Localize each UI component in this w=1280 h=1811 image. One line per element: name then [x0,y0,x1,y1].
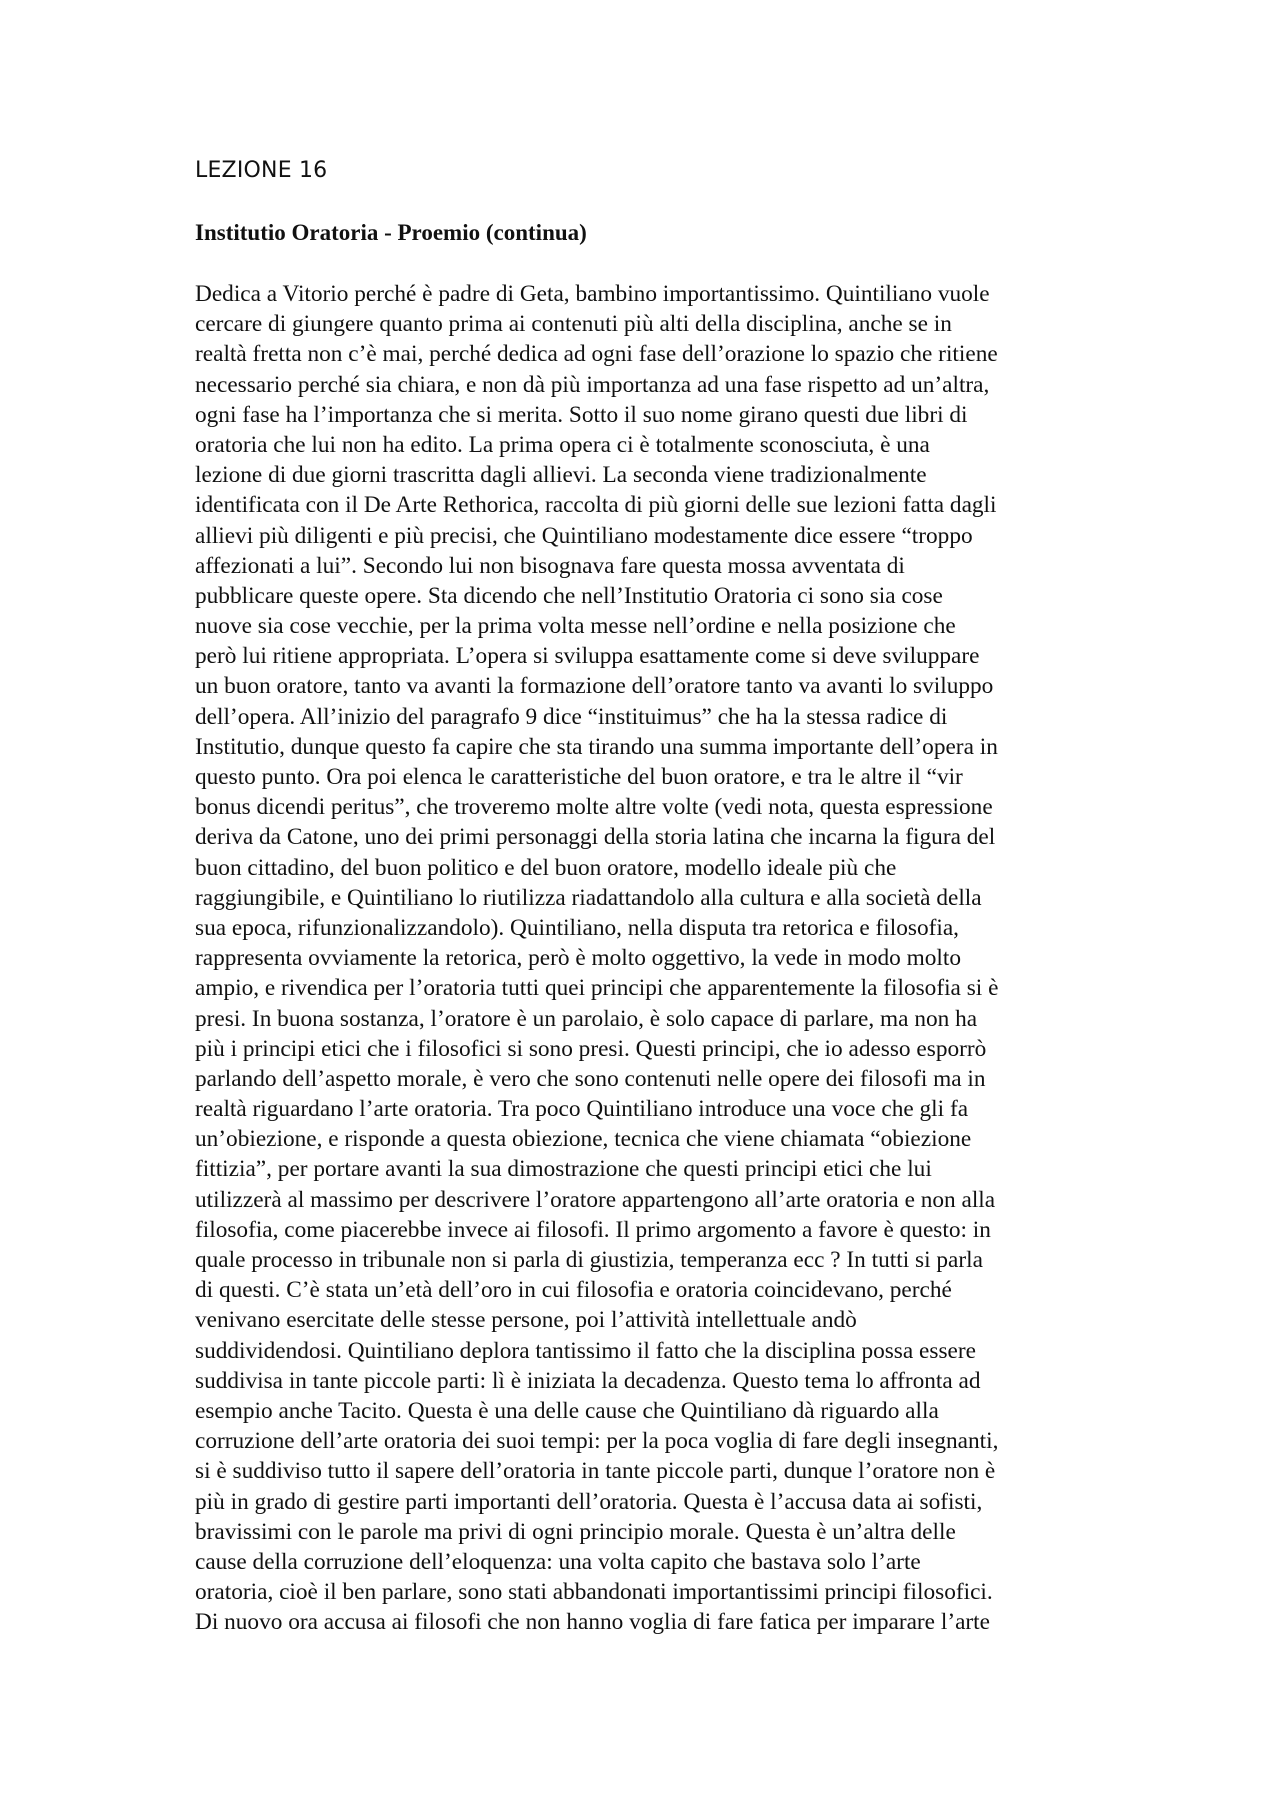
paragraph-line: suddividendosi. Quintiliano deplora tantissimo il fatto che la disciplina possa essere [195,1337,976,1364]
paragraph-line: questo punto. Ora poi elenca le caratteristiche del buon oratore, e tra le altre il “vir [195,764,963,790]
paragraph-line: raggiungibile, e Quintiliano lo riutilizza riadattandolo alla cultura e alla società della [195,884,982,911]
paragraph-line: realtà fretta non c’è mai, perché dedica ad ogni fase dell’orazione lo spazio che ritiene [195,341,998,368]
lesson-heading: LEZIONE 16 [195,158,328,183]
paragraph-line: bravissimi con le parole ma privi di ogni principio morale. Questa è un’altra delle [195,1518,956,1545]
paragraph-line: più in grado di gestire parti importanti dell’oratoria. Questa è l’accusa data ai sofisti, [195,1488,983,1515]
body-paragraph [195,279,1095,1637]
paragraph-line: suddivisa in tante piccole parti: lì è iniziata la decadenza. Questo tema lo affronta ad [195,1367,981,1394]
paragraph-line: ampio, e rivendica per l’oratoria tutti quei principi che apparentemente la filosofia si è [195,975,999,1002]
paragraph-line: identificata con il De Arte Rethorica, raccolta di più giorni delle sue lezioni fatta dagli [195,492,997,519]
paragraph-line: corruzione dell’arte oratoria dei suoi tempi: per la poca voglia di fare degli insegnanti, [195,1428,999,1455]
paragraph-line: esempio anche Tacito. Questa è una delle cause che Quintiliano dà riguardo alla [195,1397,939,1424]
paragraph-line: si è suddiviso tutto il sapere dell’oratoria in tante piccole parti, dunque l’oratore non è [195,1458,996,1485]
paragraph-line: sua epoca, rifunzionalizzandolo). Quintiliano, nella disputa tra retorica e filosofia, [195,914,959,941]
paragraph-line: filosofia, come piacerebbe invece ai filosofi. Il primo argomento a favore è questo: in [195,1216,991,1243]
paragraph-line: nuove sia cose vecchie, per la prima volta messe nell’ordine e nella posizione che [195,613,956,640]
paragraph-line: pubblicare queste opere. Sta dicendo che nell’Institutio Oratoria ci sono sia cose [195,582,943,609]
paragraph-line: un’obiezione, e risponde a questa obiezione, tecnica che viene chiamata “obiezione [195,1126,972,1153]
paragraph-line: più i principi etici che i filosofici si sono presi. Questi principi, che io adesso esporrò [195,1035,987,1062]
paragraph-line: allievi più diligenti e più precisi, che Quintiliano modestamente dice essere “troppo [195,522,973,549]
paragraph-line: cause della corruzione dell’eloquenza: una volta capito che bastava solo l’arte [195,1548,921,1575]
section-title: Institutio Oratoria - Proemio (continua) [195,220,587,245]
paragraph-line: oratoria che lui non ha edito. La prima opera ci è totalmente sconosciuta, è una [195,431,930,458]
paragraph-line: Di nuovo ora accusa ai filosofi che non hanno voglia di fare fatica per imparare l’arte [195,1609,990,1636]
paragraph-line: lezione di due giorni trascritta dagli allievi. La seconda viene tradizionalmente [195,462,927,489]
paragraph-line: cercare di giungere quanto prima ai contenuti più alti della disciplina, anche se in [195,311,952,338]
paragraph-line: utilizzerà al massimo per descrivere l’oratore appartengono all’arte oratoria e non alla [195,1186,996,1213]
paragraph-line: Institutio, dunque questo fa capire che sta tirando una summa importante dell’opera in [195,733,998,760]
paragraph-line: però lui ritiene appropriata. L’opera si sviluppa esattamente come si deve sviluppare [195,643,980,670]
paragraph-line: venivano esercitate delle stesse persone, poi l’attività intellettuale andò [195,1307,857,1334]
paragraph-line: buon cittadino, del buon politico e del buon oratore, modello ideale più che [195,854,897,881]
paragraph-line: realtà riguardano l’arte oratoria. Tra poco Quintiliano introduce una voce che gli fa [195,1096,969,1123]
paragraph-line: bonus dicendi peritus”, che troveremo molte altre volte (vedi nota, questa espressione [195,794,993,821]
paragraph-line: oratoria, cioè il ben parlare, sono stati abbandonati importantissimi principi filosofici. [195,1579,993,1606]
paragraph-line: necessario perché sia chiara, e non dà più importanza ad una fase rispetto ad un’altra, [195,371,990,398]
paragraph-line: fittizia”, per portare avanti la sua dimostrazione che questi principi etici che lui [195,1156,932,1183]
paragraph-line: deriva da Catone, uno dei primi personaggi della storia latina che incarna la figura del [195,824,996,851]
paragraph-line: ogni fase ha l’importanza che si merita. Sotto il suo nome girano questi due libri di [195,401,968,428]
paragraph-line: dell’opera. All’inizio del paragrafo 9 dice “instituimus” che ha la stessa radice di [195,703,948,730]
paragraph-line: presi. In buona sostanza, l’oratore è un parolaio, è solo capace di parlare, ma non ha [195,1005,978,1032]
paragraph-line: di questi. C’è stata un’età dell’oro in cui filosofia e oratoria coincidevano, perché [195,1277,952,1304]
paragraph-line: parlando dell’aspetto morale, è vero che sono contenuti nelle opere dei filosofi ma in [195,1065,986,1092]
paragraph-line: quale processo in tribunale non si parla di giustizia, temperanza ecc ? In tutti si parla [195,1247,983,1273]
paragraph-line: rappresenta ovviamente la retorica, però è molto oggettivo, la vede in modo molto [195,945,961,972]
paragraph-line: Dedica a Vitorio perché è padre di Geta, bambino importantissimo. Quintiliano vuole [195,281,990,307]
paragraph-line: affezionati a lui”. Secondo lui non bisognava fare questa mossa avventata di [195,552,905,579]
paragraph-line: un buon oratore, tanto va avanti la formazione dell’oratore tanto va avanti lo sviluppo [195,673,994,700]
